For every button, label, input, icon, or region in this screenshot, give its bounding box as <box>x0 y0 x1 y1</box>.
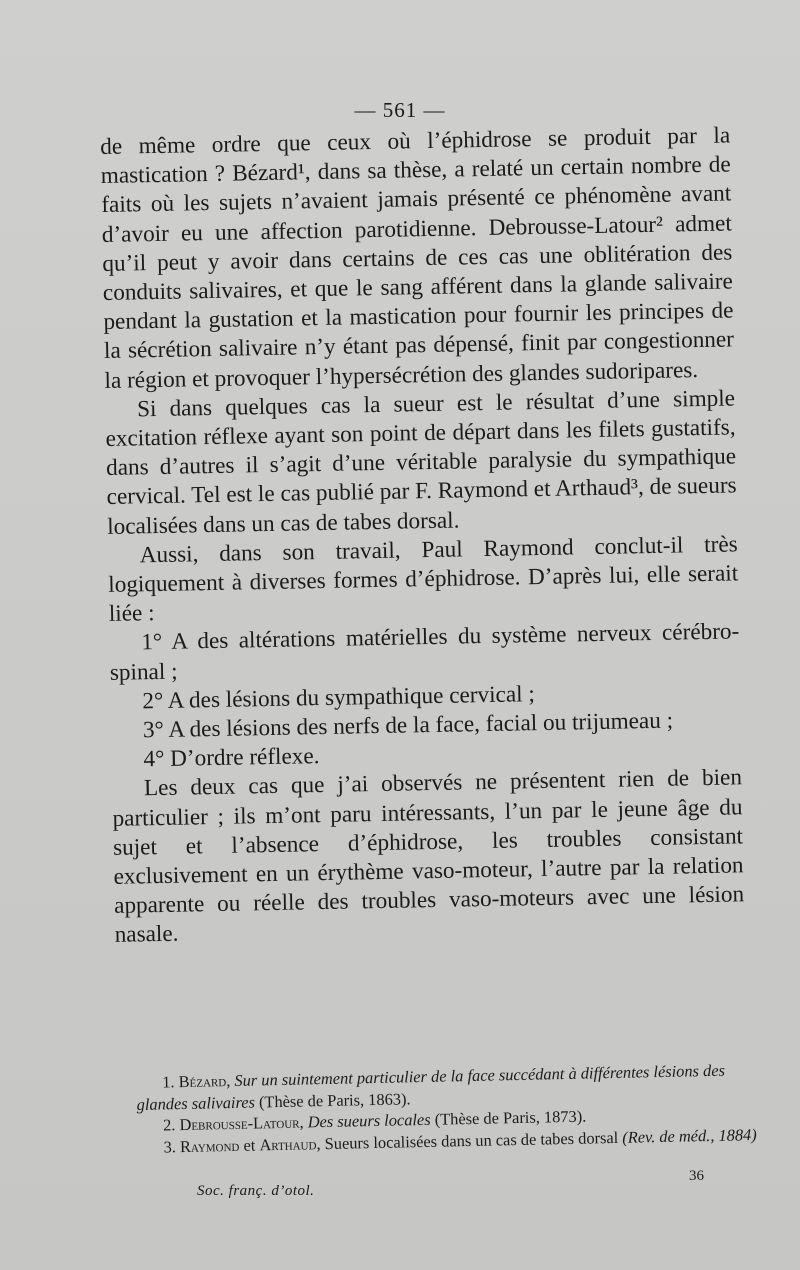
list-item-4: 4° D’ordre réflexe. <box>143 743 320 773</box>
paragraph-3: Aussi, dans son travail, Paul Raymond conclut-il très logiquement à diverses formes d’éphidrose. D’après lui, elle serait liée : <box>108 531 739 628</box>
footnote-2-source: (Thèse de Paris, 1873). <box>434 1106 587 1129</box>
list-item-3: 3° A des lésions des nerfs de la face, facial ou trijumeau ; <box>142 707 674 744</box>
footnote-3-text: Sueurs localisées dans un cas de tabes dorsal <box>324 1127 619 1153</box>
page-number: — 561 — <box>354 98 446 122</box>
signature-number: 36 <box>689 1168 704 1184</box>
footnote-2: 2. Debrousse-Latour, Des sueurs locales (Thèse de Paris, 1873). <box>162 1106 587 1135</box>
paragraph-4: Les deux cas que j’ai observés ne présentent rien de bien particulier ; ils m’ont paru intéressants, l’un par le jeune âge du sujet et l’absence d’éphidrose, les troubles consistant exclusivement en un érythème vaso-moteur, l’autre par la relation apparente ou réelle des troubles vaso-moteurs avec une lésion nasale. <box>112 764 745 949</box>
footnote-3-source: (Rev. de méd., 1884) <box>622 1124 757 1147</box>
footnote-1-source: (Thèse de Paris, 1863). <box>258 1088 411 1111</box>
footnote-2-author: Debrousse-Latour <box>179 1112 300 1135</box>
footnote-2-title: Des sueurs locales <box>307 1109 431 1132</box>
footnotes <box>136 1059 758 1158</box>
footnote-1-title: Sur un suintement particulier de la face succédant à différentes lésions des glandes salivaires <box>136 1060 726 1114</box>
footnote-1: 1. Bézard, Sur un suintement particulier de la face succédant à différentes lésions des glandes salivaires (Thèse de Paris, 1863). <box>136 1060 726 1114</box>
list-item-1: 1° A des altérations matérielles du système nerveux cérébro-spinal ; <box>109 618 740 686</box>
footnote-3: 3. Raymond et Arthaud, Sueurs localisées dans un cas de tabes dorsal (Rev. de méd., 1884) <box>163 1124 757 1156</box>
footnote-3-number: 3. <box>163 1136 177 1156</box>
footnote-3-author-2: Arthaud <box>259 1133 317 1154</box>
body-text <box>100 121 745 950</box>
footnote-1-number: 1. <box>162 1072 175 1092</box>
paragraph-2: Si dans quelques cas la sueur est le résultat d’une simple excitation réflexe ayant son point de départ dans les filets gustatifs, dans d’autres il s’agit d’une véritable paralysie du sympathique cervical. Tel est le cas publié par F. Raymond et Arthaud³, de sueurs localisées dans un cas de tabes dorsal. <box>105 385 737 540</box>
footnote-1-author: Bézard <box>178 1071 227 1092</box>
footnote-3-and: et <box>243 1135 256 1155</box>
paragraph-1: de même ordre que ceux où l’éphidrose se produit par la mastication ? Bézard¹, dans sa thèse, a relaté un certain nombre de faits où les sujets n’avaient jamais présenté ce phénomène avant d’avoir eu une affection parotidienne. Debrousse-Latour² admet qu’il peut y avoir dans certains de ces cas une oblitération des conduits salivaires, et que le sang afférent dans la glande salivaire pendant la gustation et la mastication pour fournir les principes de la sécrétion salivaire n’y étant pas dépensé, finit par congestionner la région et provoquer l’hypersécrétion des glandes sudoripares. <box>100 122 735 394</box>
list-item-2: 2° A des lésions du sympathique cervical ; <box>142 680 536 715</box>
footnote-3-author-1: Raymond <box>179 1135 240 1156</box>
signature-title: Soc. franç. d’otol. <box>197 1183 315 1199</box>
footnote-2-number: 2. <box>162 1115 176 1135</box>
